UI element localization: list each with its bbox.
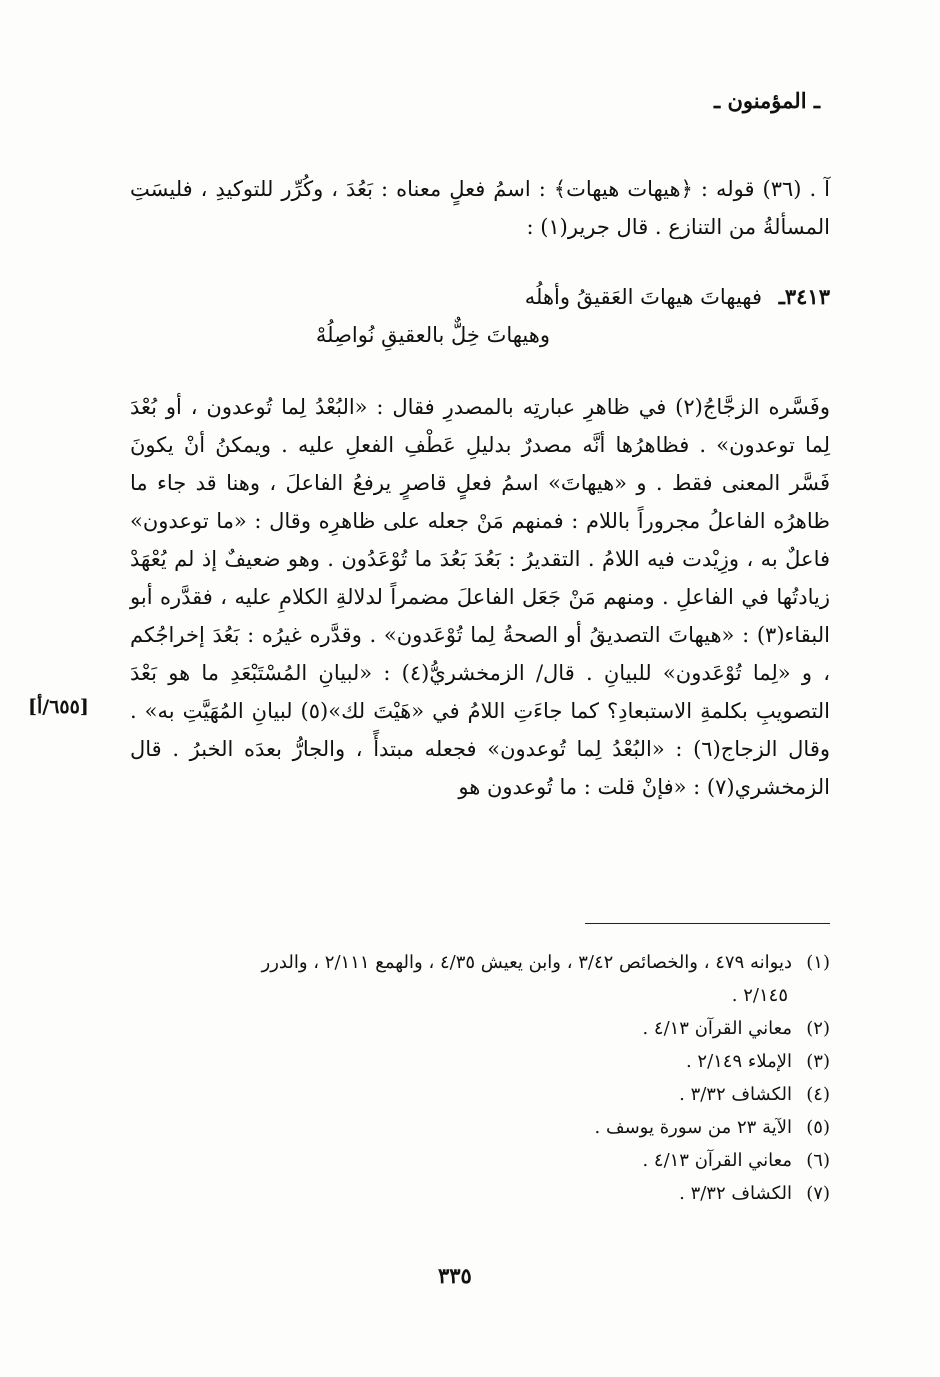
footnote-number: (٢) xyxy=(806,1018,830,1039)
paragraph-commentary: وفَسَّره الزجَّاجُ(٢) في ظاهرِ عبارتِه بالمصدرِ فقال : «البُعْدُ لِما تُوعدون ، أو بُعْدَ لِما توعدون» . فظاهرُها أنَّه مصدرٌ بدليلِ عَطْفِ الفعلِ عليه . ويمكنُ أنْ يكونَ فَسَّر المعنى فقط . و «هيهاتَ» اسمُ فعلٍ قاصرٍ يرفعُ الفاعلَ ، وهنا قد جاء ما ظاهرُه الفاعلُ مجروراً باللام : فمنهم مَنْ جعله على ظاهرِه وقال : «ما توعدون» فاعلٌ به ، وزِيْدت فيه اللامُ . التقديرُ : بَعُدَ بَعُدَ ما تُوْعَدُون . وهو ضعيفٌ إذ لم يُعْهَدْ زيادتُها في الفاعلِ . ومنهم مَنْ جَعَل الفاعلَ مضمراً لدلالةِ الكلامِ عليه ، فقدَّره أبو البقاء(٣) : «هيهاتَ التصديقُ أو الصحةُ لِما تُوْعَدون» . وقدَّره غيرُه : بَعُدَ إخراجُكم ، و «لِما تُوْعَدون» للبيانِ . قال/ الزمخشريُّ(٤) : «لبيانِ المُسْتَبْعَدِ ما هو بَعْدَ التصويبِ بكلمةِ الاستبعادِ؟ كما جاءَتِ اللامُ في «هَيْتَ لك»(٥) لبيانِ المُهَيَّتِ به» . وقال الزجاج(٦) : «البُعْدُ لِما تُوعدون» فجعله مبتدأً ، والجارُّ بعدَه الخبرُ . قال الزمخشري(٧) : «فإنْ قلت : ما تُوعدون هو xyxy=(130,395,830,799)
footnote-text: معاني القرآن ٤/١٣ . xyxy=(642,1018,792,1039)
paragraph-intro: آ . (٣٦) قوله : ﴿هيهات هيهات﴾ : اسمُ فعلٍ معناه : بَعُدَ ، وكُرِّر للتوكيدِ ، فليسَتِ المسألةُ من التنازع . قال جرير(١) : xyxy=(130,177,831,239)
footnote-number: (٣) xyxy=(806,1051,830,1072)
footnote-text: معاني القرآن ٤/١٣ . xyxy=(642,1150,792,1171)
footnote-item xyxy=(130,946,830,1012)
manuscript-folio-ref: [٦٥٥/أ] xyxy=(28,696,89,718)
footnote-item xyxy=(130,1144,830,1177)
footnote-item xyxy=(130,1177,830,1210)
footnote-number: (٧) xyxy=(806,1183,830,1204)
footnote-item xyxy=(130,1012,830,1045)
page-number: ٣٣٥ xyxy=(438,1263,472,1288)
footnote-number: (٦) xyxy=(806,1150,830,1171)
footnote-text: الآية ٢٣ من سورة يوسف . xyxy=(594,1117,792,1138)
poem-hemistich-2: وهيهاتَ خِلٌّ بالعقيقِ نُواصِلُهْ xyxy=(315,323,550,347)
running-header: ـ المؤمنون ـ xyxy=(713,88,820,113)
footnotes-list xyxy=(130,946,830,1210)
footnote-number: (٥) xyxy=(806,1117,830,1138)
footnote-item xyxy=(130,1078,830,1111)
poem-hemistich-1: فهيهاتَ هيهاتَ العَقيقُ وأهلُه xyxy=(524,285,763,309)
footnote-text: الكشاف ٣/٣٢ . xyxy=(679,1084,792,1105)
footnote-number: (٤) xyxy=(806,1084,830,1105)
footnote-continuation: ٢/١٤٥ . xyxy=(731,985,788,1006)
poem-number: ٣٤١٣ـ xyxy=(778,284,830,309)
footnote-text: ديوانه ٤٧٩ ، والخصائص ٣/٤٢ ، وابن يعيش ٤/٣٥ ، والهمع ٢/١١١ ، والدرر xyxy=(261,952,792,973)
footnote-divider xyxy=(585,923,830,924)
footnote-number: (١) xyxy=(806,952,830,973)
footnote-item xyxy=(130,1111,830,1144)
footnote-text: الكشاف ٣/٣٢ . xyxy=(679,1183,792,1204)
poem-line-1 xyxy=(130,278,830,316)
poem-verse xyxy=(130,278,830,354)
footnote-item xyxy=(130,1045,830,1078)
footnote-text: الإملاء ٢/١٤٩ . xyxy=(685,1051,792,1072)
